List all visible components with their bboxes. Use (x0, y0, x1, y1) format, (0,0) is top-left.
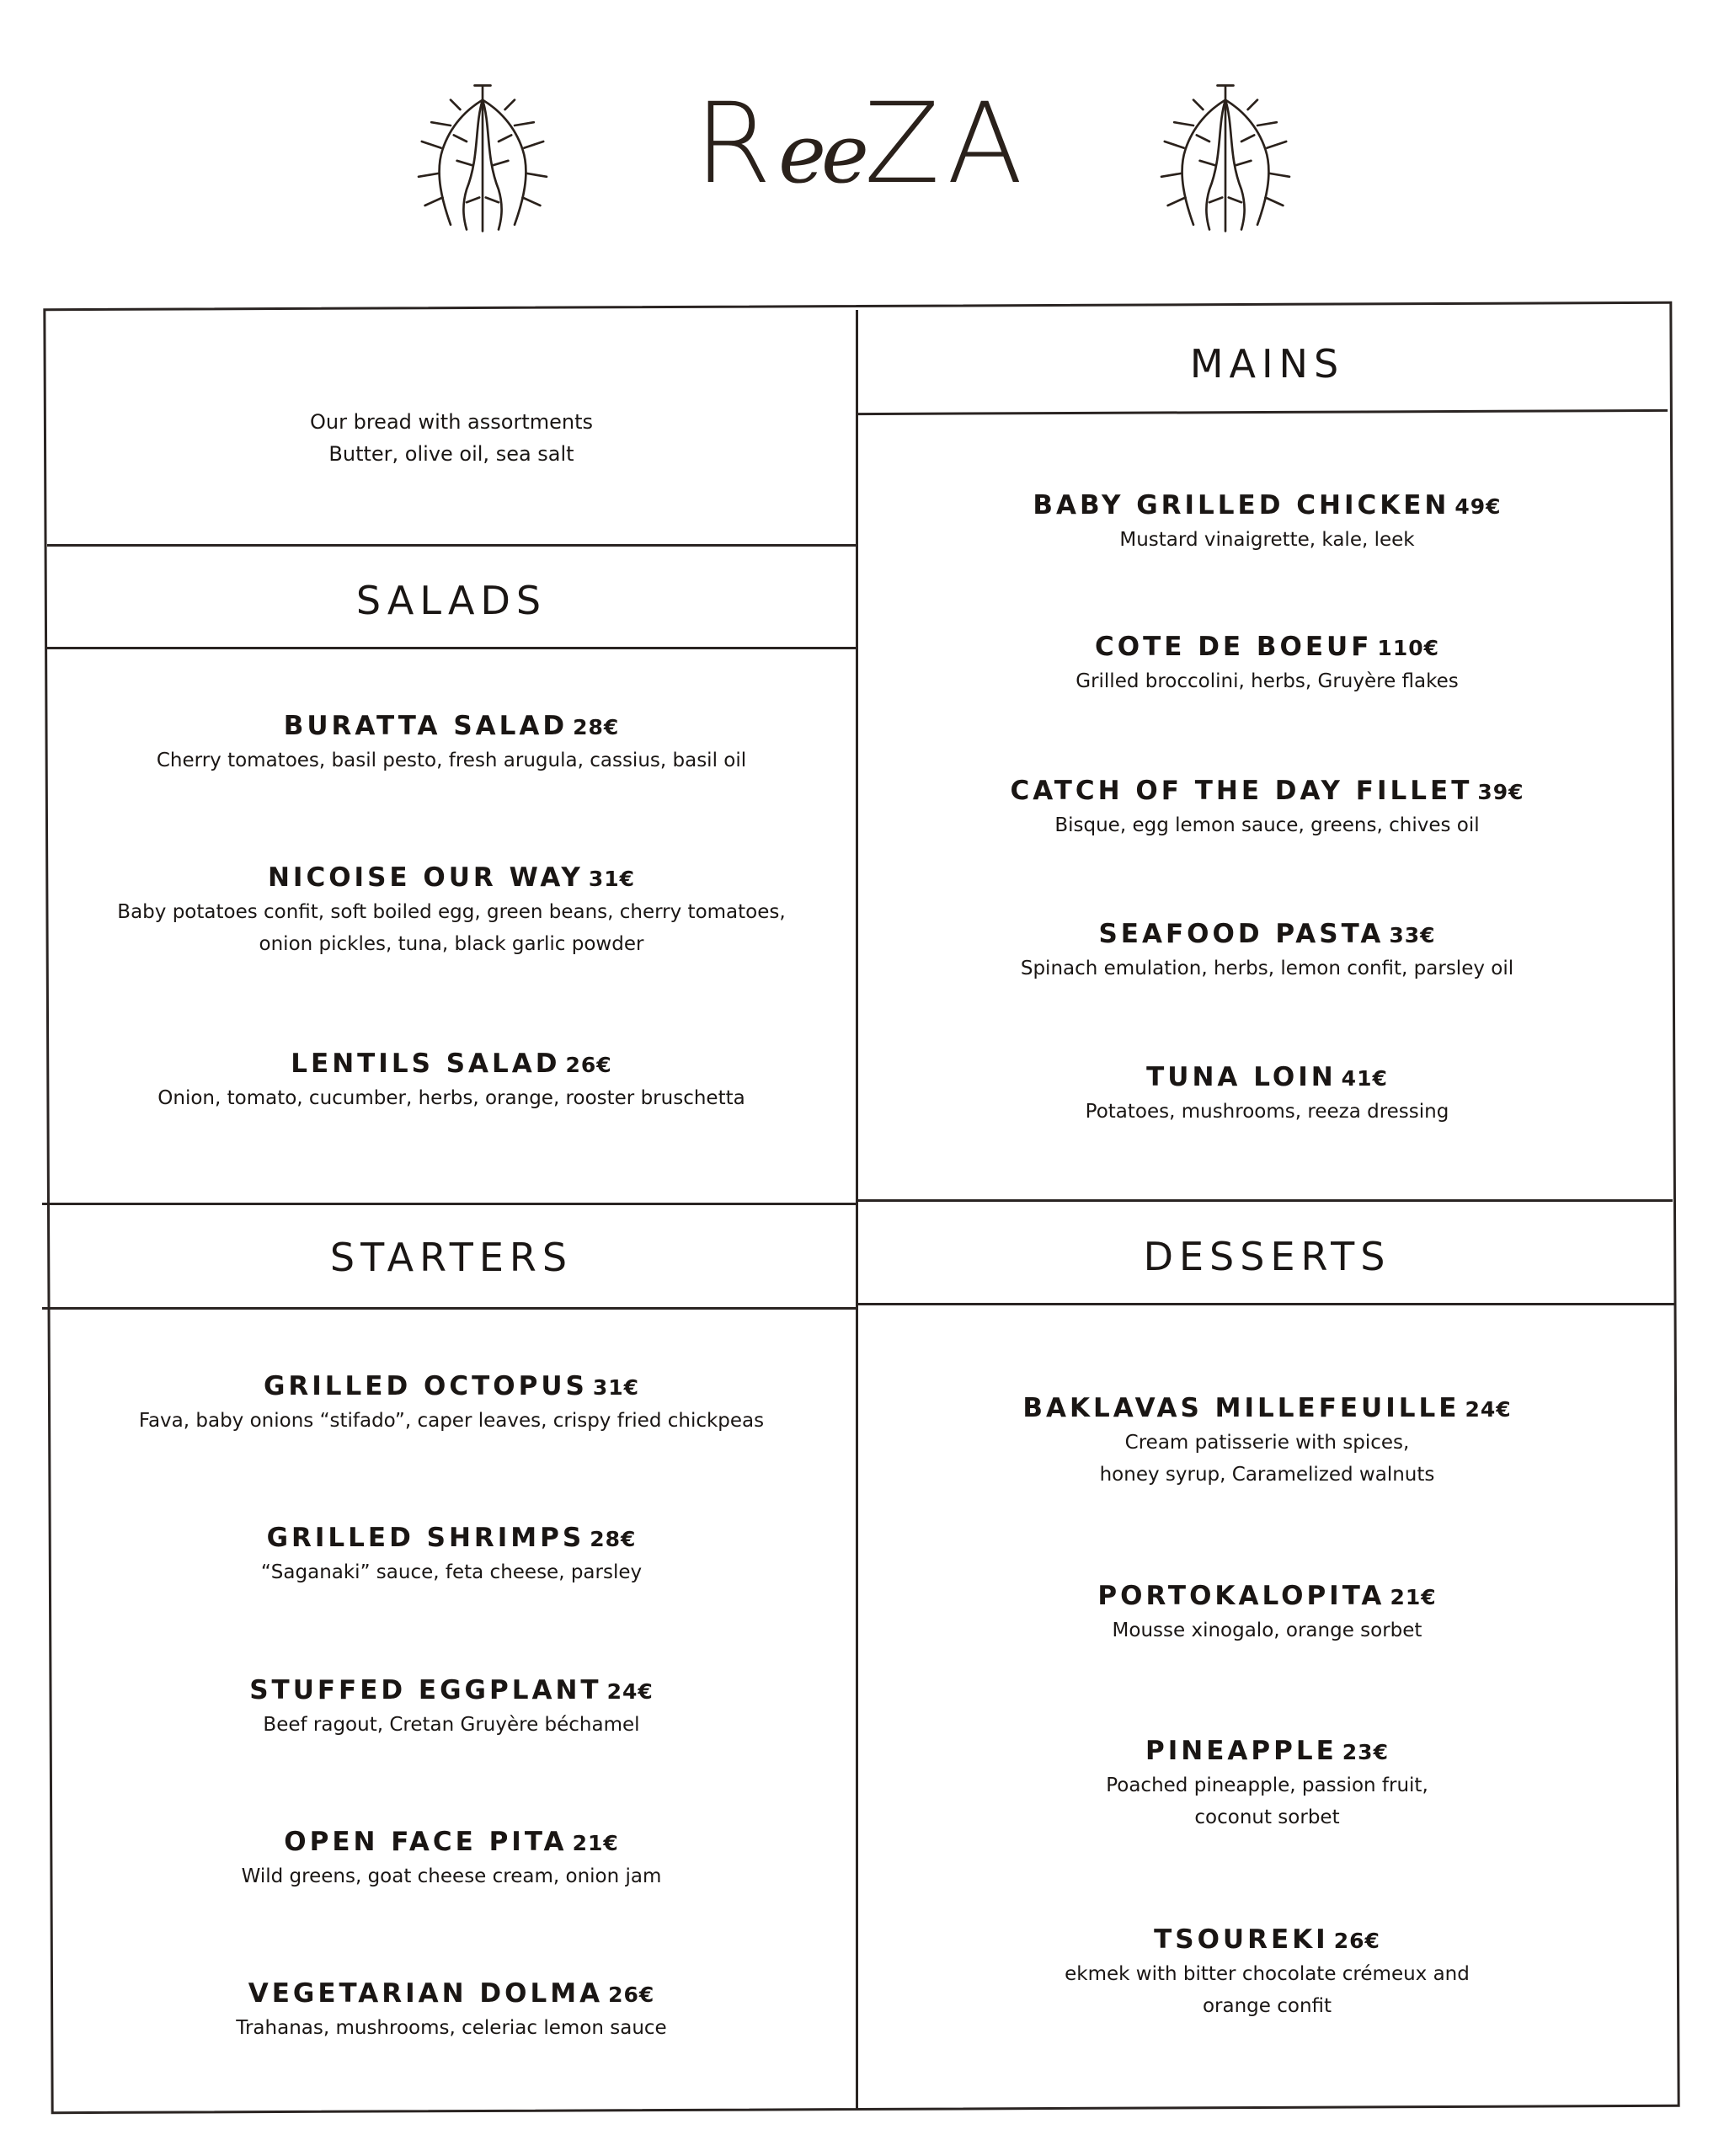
section-title-salads: SALADS (355, 578, 547, 623)
item-description: coconut sorbet (1194, 1806, 1340, 1828)
item-name: BURATTA SALAD (283, 711, 568, 741)
item-description: Mustard vinaigrette, kale, leek (1119, 529, 1415, 551)
item-description: Bisque, egg lemon sauce, greens, chives oil (1054, 814, 1480, 836)
item-price: 31€ (588, 867, 636, 891)
item-name: TSOUREKI (1154, 1924, 1329, 1955)
item-name: VEGETARIAN DOLMA (248, 1978, 604, 2009)
menu-item (858, 1734, 1676, 1833)
item-price: 41€ (1341, 1066, 1388, 1091)
menu-item (47, 1825, 856, 1892)
column-divider (856, 310, 858, 2111)
bread-note (47, 406, 856, 470)
menu-item (858, 917, 1676, 985)
item-name: BAKLAVAS MILLEFEUILLE (1022, 1393, 1460, 1423)
item-description: Grilled broccolini, herbs, Gruyère flakes (1075, 670, 1459, 692)
item-description: ekmek with bitter chocolate crémeux and (1065, 1963, 1470, 1985)
item-price: 28€ (590, 1527, 637, 1551)
divider (47, 647, 856, 649)
restaurant-logo (0, 79, 1724, 209)
menu-item (858, 774, 1676, 841)
menu-item (858, 488, 1676, 556)
logo-letters-ee: ee (778, 107, 864, 201)
item-name: BABY GRILLED CHICKEN (1033, 490, 1450, 520)
logo-letters-za: ZA (863, 79, 1030, 209)
item-price: 39€ (1477, 780, 1524, 804)
divider (856, 1199, 1673, 1202)
item-price: 24€ (606, 1679, 654, 1704)
menu-item (858, 1060, 1676, 1128)
bread-line: Our bread with assortments (310, 410, 593, 434)
item-name: LENTILS SALAD (291, 1049, 561, 1079)
menu-item (858, 1579, 1676, 1646)
item-name: OPEN FACE PITA (284, 1827, 568, 1857)
item-name: TUNA LOIN (1146, 1062, 1337, 1092)
item-name: STUFFED EGGPLANT (249, 1675, 602, 1705)
menu-item (47, 1673, 856, 1741)
menu-item (47, 1521, 856, 1588)
item-name: COTE DE BOEUF (1094, 632, 1373, 662)
section-title-desserts: DESSERTS (1143, 1234, 1391, 1279)
menu-item (858, 630, 1676, 697)
item-description: Baby potatoes confit, soft boiled egg, green beans, cherry tomatoes, (117, 901, 786, 923)
menu-item (47, 709, 856, 776)
item-description: Onion, tomato, cucumber, herbs, orange, rooster bruschetta (157, 1087, 745, 1109)
item-description: honey syrup, Caramelized walnuts (1099, 1464, 1435, 1486)
item-price: 31€ (592, 1375, 640, 1400)
item-description: Potatoes, mushrooms, reeza dressing (1085, 1101, 1449, 1123)
item-price: 110€ (1377, 636, 1440, 660)
divider (856, 1303, 1674, 1305)
item-description: Cherry tomatoes, basil pesto, fresh arugula, cassius, basil oil (156, 750, 747, 771)
item-price: 33€ (1389, 923, 1436, 947)
item-price: 26€ (608, 1983, 655, 2007)
item-price: 28€ (573, 715, 620, 739)
tree-roots-logo-icon (1145, 77, 1305, 237)
section-title-mains: MAINS (1189, 341, 1345, 387)
item-description: Beef ragout, Cretan Gruyère béchamel (263, 1714, 640, 1736)
item-name: GRILLED OCTOPUS (263, 1371, 588, 1401)
divider (42, 1307, 856, 1310)
menu-item (47, 861, 856, 960)
item-price: 26€ (1333, 1929, 1380, 1953)
divider (42, 1203, 856, 1205)
item-description: Mousse xinogalo, orange sorbet (1112, 1620, 1422, 1641)
item-price: 23€ (1342, 1740, 1389, 1764)
menu-item (47, 1369, 856, 1437)
menu-item (47, 1047, 856, 1114)
divider (47, 544, 856, 547)
item-description: Wild greens, goat cheese cream, onion jam (241, 1865, 662, 1887)
menu-item (858, 1391, 1676, 1491)
item-name: PORTOKALOPITA (1097, 1581, 1385, 1611)
bread-line: Butter, olive oil, sea salt (328, 442, 574, 466)
item-description: onion pickles, tuna, black garlic powder (259, 933, 644, 955)
item-description: orange confit (1202, 1995, 1332, 2017)
item-description: Trahanas, mushrooms, celeriac lemon sauce (236, 2017, 667, 2039)
item-description: Fava, baby onions “stifado”, caper leaves, crispy fried chickpeas (138, 1410, 765, 1432)
item-description: Poached pineapple, passion fruit, (1106, 1774, 1428, 1796)
menu-item (47, 1977, 856, 2044)
item-price: 21€ (572, 1831, 619, 1855)
logo-letter-r: R (694, 79, 779, 209)
item-name: GRILLED SHRIMPS (266, 1523, 585, 1553)
item-description: Cream patisserie with spices, (1124, 1432, 1410, 1454)
item-description: “Saganaki” sauce, feta cheese, parsley (260, 1561, 643, 1583)
item-name: NICOISE OUR WAY (267, 862, 584, 893)
menu-item (858, 1923, 1676, 2022)
item-price: 26€ (565, 1053, 612, 1077)
item-price: 24€ (1465, 1397, 1512, 1422)
item-price: 49€ (1454, 494, 1502, 519)
item-description: Spinach emulation, herbs, lemon confit, parsley oil (1020, 958, 1514, 979)
item-name: SEAFOOD PASTA (1098, 919, 1385, 949)
item-name: CATCH OF THE DAY FILLET (1010, 776, 1473, 806)
section-title-starters: STARTERS (329, 1235, 574, 1280)
item-name: PINEAPPLE (1145, 1736, 1337, 1766)
item-price: 21€ (1390, 1585, 1437, 1609)
